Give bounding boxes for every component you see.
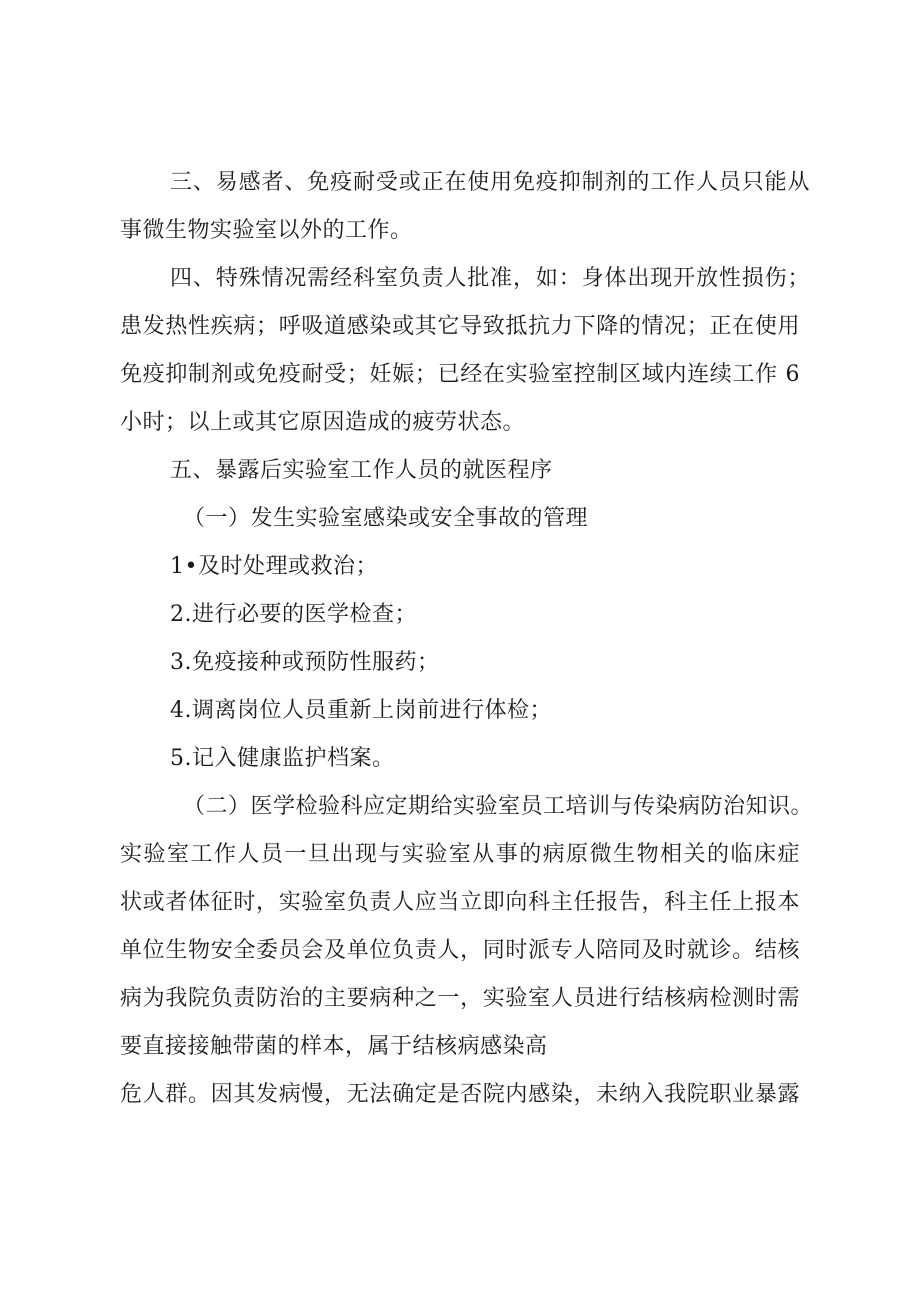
subsection-2-line-6: 要直接接触带菌的样本，属于结核病感染高	[120, 1034, 548, 1059]
paragraph-3-line-1: 三、易感者、免疫耐受或正在使用免疫抑制剂的工作人员只能从	[170, 170, 810, 195]
subsection-1-heading: （一）发生实验室感染或安全事故的管理	[183, 506, 589, 531]
paragraph-4-line-2: 患发热性疾病；呼吸道感染或其它导致抵抗力下降的情况；正在使用	[120, 314, 800, 339]
subsection-2-line-2: 实验室工作人员一旦出现与实验室从事的病原微生物相关的临床症	[120, 842, 800, 867]
subsection-2-line-4: 单位生物安全委员会及单位负责人，同时派专人陪同及时就诊。结核	[120, 938, 800, 963]
subsection-2-line-7: 危人群。因其发病慢，无法确定是否院内感染，未纳入我院职业暴露	[120, 1082, 800, 1107]
paragraph-4-line-1: 四、特殊情况需经科室负责人批准，如：身体出现开放性损伤；	[170, 266, 810, 291]
list-item-4: 4.调离岗位人员重新上岗前进行体检；	[170, 698, 552, 723]
subsection-2-line-5: 病为我院负责防治的主要病种之一，实验室人员进行结核病检测时需	[120, 986, 800, 1011]
list-item-2: 2.进行必要的医学检查；	[170, 602, 417, 627]
list-item-3: 3.免疫接种或预防性服药；	[170, 650, 440, 675]
section-5-heading: 五、暴露后实验室工作人员的就医程序	[170, 458, 553, 483]
subsection-2-line-1: （二）医学检验科应定期给实验室员工培训与传染病防治知识。	[183, 794, 814, 819]
paragraph-4-line-4: 小时；以上或其它原因造成的疲劳状态。	[120, 410, 526, 435]
subsection-2-line-3: 状或者体征时，实验室负责人应当立即向科主任报告，科主任上报本	[120, 890, 800, 915]
list-item-5: 5.记入健康监护档案。	[170, 746, 395, 771]
list-item-1: 1•及时处理或救治；	[170, 554, 378, 579]
paragraph-3-line-2: 事微生物实验室以外的工作。	[120, 218, 413, 243]
paragraph-4-line-3: 免疫抑制剂或免疫耐受；妊娠；已经在实验室控制区域内连续工作 6	[120, 362, 800, 387]
